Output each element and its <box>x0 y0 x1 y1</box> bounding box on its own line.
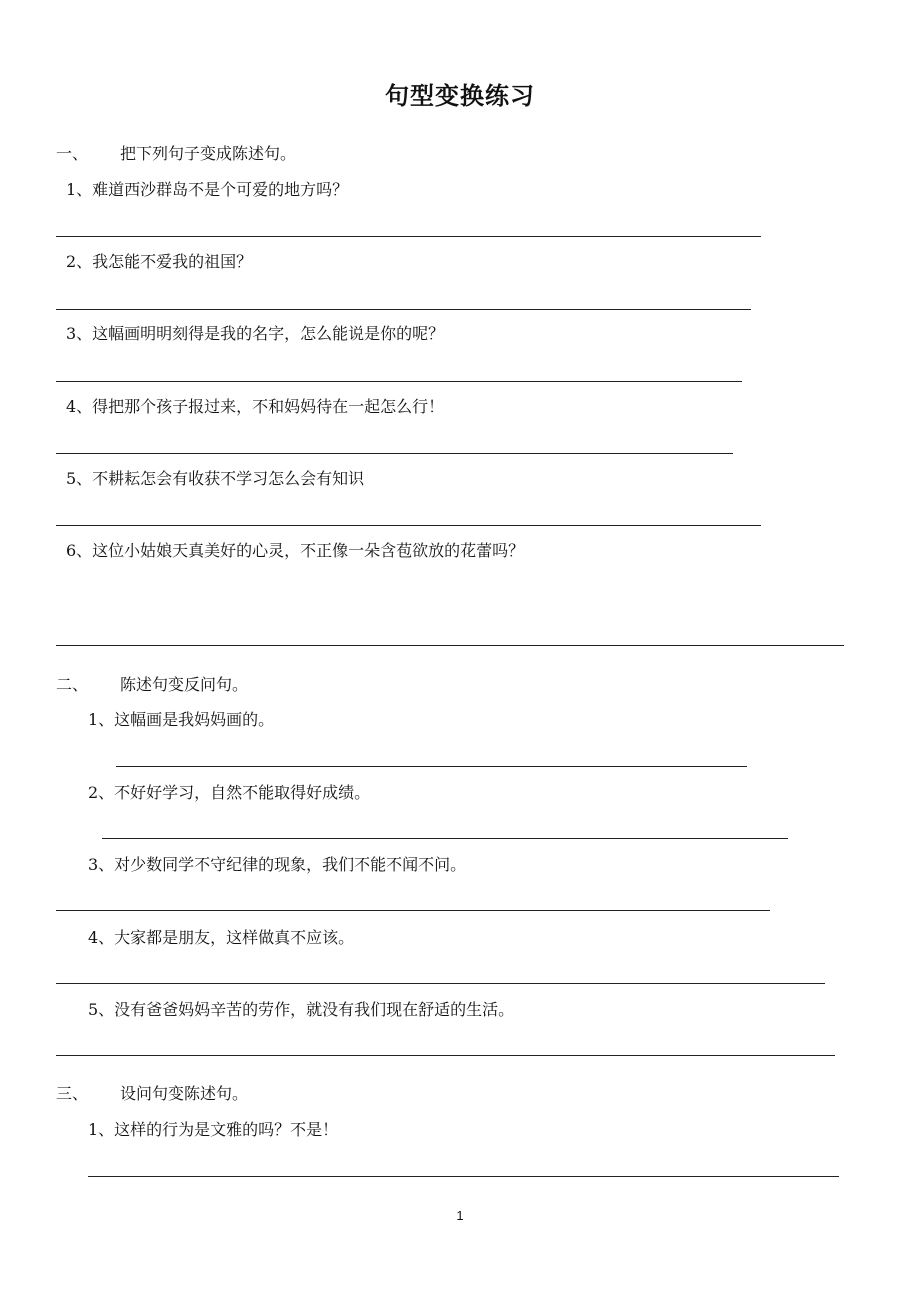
page-number: 1 <box>456 1208 464 1223</box>
question-2-1: 1、这幅画是我妈妈画的。 <box>88 710 275 729</box>
answer-line-2-2 <box>102 838 788 839</box>
question-1-1: 1、难道西沙群岛不是个可爱的地方吗？ <box>66 180 349 199</box>
section-2-heading <box>56 672 248 695</box>
section-2-label: 陈述句变反问句。 <box>120 675 249 694</box>
question-1-3: 3、这幅画明明刻得是我的名字，怎么能说是你的呢？ <box>66 324 445 343</box>
answer-line-2-4 <box>56 983 825 984</box>
section-1-heading <box>56 141 296 164</box>
answer-line-1-5 <box>56 525 761 526</box>
question-1-2: 2、我怎能不爱我的祖国？ <box>66 252 253 271</box>
question-2-4: 4、大家都是朋友，这样做真不应该。 <box>88 928 355 947</box>
answer-line-3-1 <box>88 1176 839 1177</box>
section-3-label: 设问句变陈述句。 <box>120 1084 249 1103</box>
section-3-heading <box>56 1081 248 1104</box>
question-2-5: 5、没有爸爸妈妈辛苦的劳作，就没有我们现在舒适的生活。 <box>88 1000 515 1019</box>
question-1-4: 4、得把那个孩子报过来，不和妈妈待在一起怎么行！ <box>66 397 445 416</box>
question-3-1: 1、这样的行为是文雅的吗？不是！ <box>88 1120 339 1139</box>
answer-line-1-4 <box>56 453 733 454</box>
answer-line-1-6 <box>56 645 844 646</box>
section-3-number: 三、 <box>56 1084 89 1103</box>
answer-line-2-1 <box>116 766 747 767</box>
page-title: 句型变换练习 <box>385 82 535 110</box>
question-1-6: 6、这位小姑娘天真美好的心灵，不正像一朵含苞欲放的花蕾吗？ <box>66 541 525 560</box>
answer-line-1-3 <box>56 381 742 382</box>
section-1-label: 把下列句子变成陈述句。 <box>120 144 297 163</box>
answer-line-1-1 <box>56 236 761 237</box>
answer-line-2-3 <box>56 910 770 911</box>
question-1-5: 5、不耕耘怎会有收获不学习怎么会有知识 <box>66 469 365 488</box>
section-2-number: 二、 <box>56 675 89 694</box>
answer-line-1-2 <box>56 309 751 310</box>
question-2-2: 2、不好好学习，自然不能取得好成绩。 <box>88 783 371 802</box>
question-2-3: 3、对少数同学不守纪律的现象，我们不能不闻不问。 <box>88 855 467 874</box>
answer-line-2-5 <box>56 1055 835 1056</box>
section-1-number: 一、 <box>56 144 89 163</box>
